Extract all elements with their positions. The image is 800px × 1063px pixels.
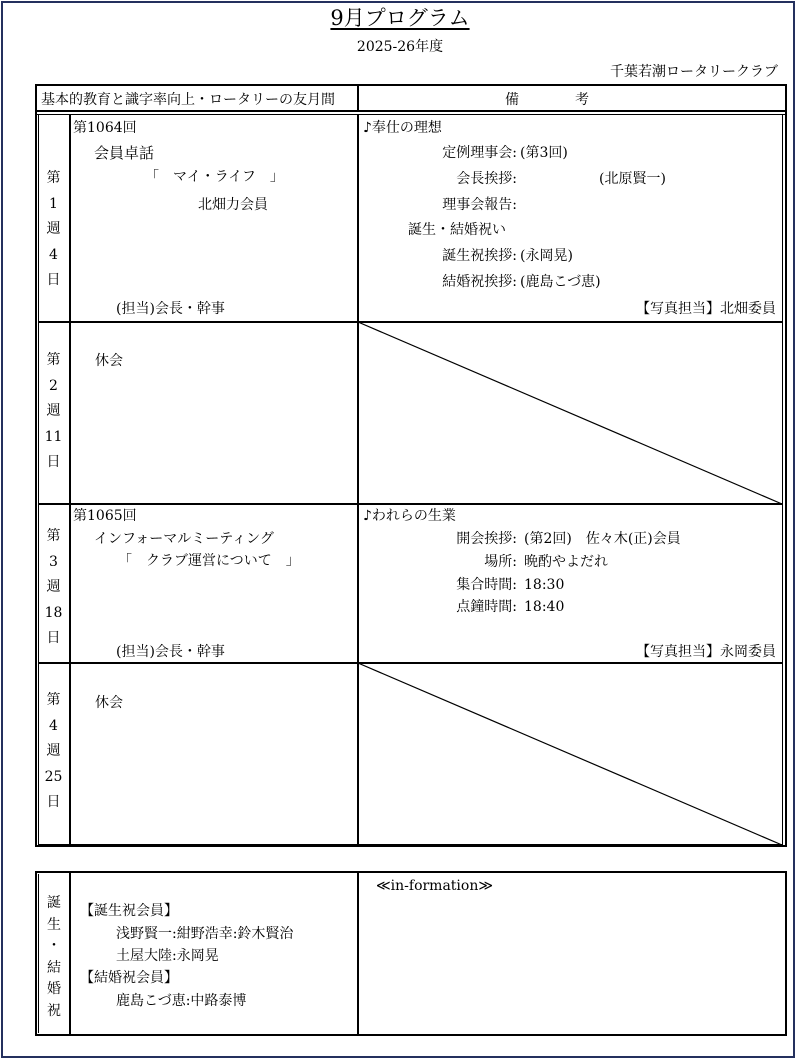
week-3-note-value: (第2回) 佐々木(正)会員 [524,531,681,547]
week-1-note-value: (北原賢一) [599,171,666,187]
week-1-note-key: 結婚祝挨拶: [442,274,517,290]
birthday-members-title: 【誕生祝会員】 [80,903,178,919]
week-4-program: 休会 [95,695,123,711]
week-1-note-value: (鹿島こづ恵) [520,274,601,290]
week-3-note-key: 点鐘時間: [456,599,517,615]
week-3-note-key: 場所: [484,554,517,570]
header-split [357,86,359,112]
week-3-note-key: 集合時間: [456,577,517,593]
week-3-note-key: 開会挨拶: [456,531,517,547]
week-3-note-value: 18:40 [524,599,565,615]
right-inner-border [782,114,783,845]
celebration-label-split [69,873,71,1034]
wedding-members-title: 【結婚祝会員】 [80,970,178,986]
week-1-note-key: 理事会報告: [442,197,517,213]
week-3-label: 第 3 週 18 日 [44,528,63,646]
week-1-note-key: 誕生・結婚祝い [408,222,506,238]
celebration-inner-left [38,874,39,1033]
week-1-label: 第 1 週 4 日 [46,170,61,288]
birthday-members-list: 浅野賢一:紺野浩幸:鈴木賢治 [116,926,294,942]
week-2-diagonal [358,322,782,504]
wedding-members-list: 鹿島こづ恵:中路泰博 [116,993,247,1009]
week-3-note-value: 18:30 [524,577,565,593]
week-4-label: 第 4 週 25 日 [44,692,63,810]
remarks-header: 備 考 [505,92,589,108]
week-1-note-value: (第3回) [520,145,568,161]
club-name: 千葉若潮ロータリークラブ [610,64,778,80]
week-1-program: 会員卓話 [94,144,155,162]
week-1-meeting-number: 第1064回 [73,120,137,136]
week-1-charge: (担当)会長・幹事 [116,301,225,317]
week-1-speaker: 北畑力会員 [198,197,268,213]
page-title: 9月プログラム [330,6,470,30]
birthday-members-list: 土屋大陸:永岡晃 [116,948,219,964]
week-3-note-value: 晩酌やよだれ [524,554,608,570]
celebration-info-split [357,873,359,1034]
week-1-note-key: 定例理事会: [442,145,517,161]
week-1-note-key: 会長挨拶: [456,171,517,187]
week-1-photo-duty: 【写真担当】北畑委員 [636,301,776,317]
week-2-label: 第 2 週 11 日 [44,352,63,470]
week-3-topic: 「 クラブ運営について 」 [118,553,300,569]
week-col-split [69,114,71,845]
fiscal-year: 2025-26年度 [356,39,444,55]
week-4-diagonal [358,663,782,845]
header-divider [35,110,787,112]
week-1-topic: 「 マイ・ライフ 」 [145,169,284,185]
celebration-side-label: 誕 生 ・ 結 婚 祝 [47,895,61,1019]
week-1-song: ♪奉仕の理想 [363,120,442,136]
month-theme: 基本的教育と識字率向上・ロータリーの友月間 [41,92,335,108]
week-3-charge: (担当)会長・幹事 [116,644,225,660]
week-2-program: 休会 [95,353,123,369]
week-3-song: ♪われらの生業 [363,508,456,524]
week-3-program: インフォーマルミーティング [94,531,274,547]
information-title: ≪in-formation≫ [376,878,494,894]
week-3-meeting-number: 第1065回 [73,508,137,524]
week-1-note-key: 誕生祝挨拶: [442,248,517,264]
week-3-photo-duty: 【写真担当】永岡委員 [636,644,776,660]
header-divider-inner [35,114,787,115]
week-1-note-value: (永岡晃) [520,248,573,264]
